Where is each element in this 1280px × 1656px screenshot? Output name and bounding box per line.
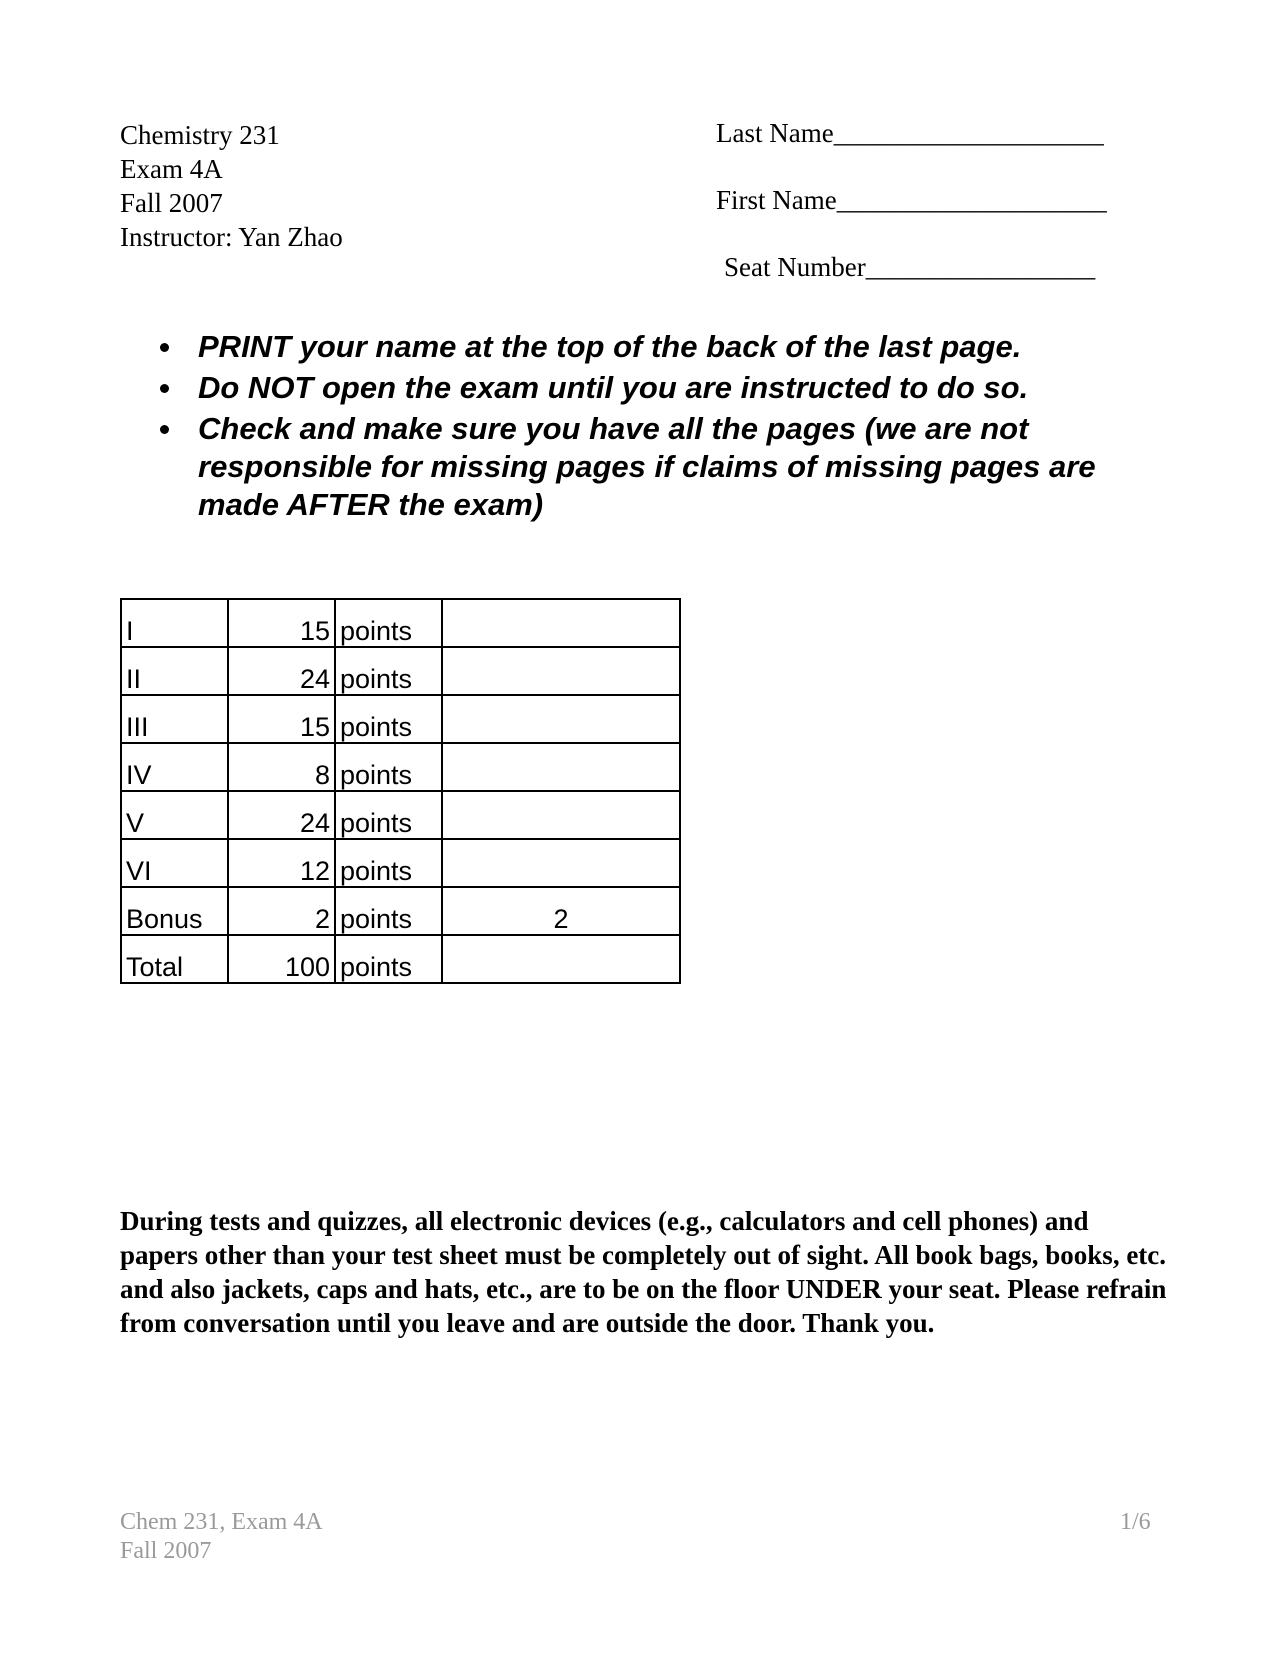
points-cell: 24: [228, 791, 335, 839]
exam-title: Exam 4A: [120, 154, 223, 184]
unit-cell: points: [335, 791, 442, 839]
table-row: [121, 791, 680, 839]
section-cell: III: [121, 695, 228, 743]
score-cell: [442, 695, 680, 743]
section-cell: V: [121, 791, 228, 839]
instruction-item: Do NOT open the exam until you are instructed to do so.: [152, 369, 1152, 407]
points-cell: 12: [228, 839, 335, 887]
points-cell: 100: [228, 935, 335, 983]
course-info: [120, 118, 343, 254]
section-cell: II: [121, 647, 228, 695]
points-cell: 24: [228, 647, 335, 695]
table-row: [121, 599, 680, 647]
unit-cell: points: [335, 935, 442, 983]
score-cell: [442, 599, 680, 647]
table-row: [121, 695, 680, 743]
table-row: [121, 887, 680, 935]
table-row: [121, 839, 680, 887]
points-cell: 15: [228, 695, 335, 743]
section-cell: IV: [121, 743, 228, 791]
score-cell: [442, 647, 680, 695]
points-cell: 2: [228, 887, 335, 935]
table-row: [121, 647, 680, 695]
points-cell: 8: [228, 743, 335, 791]
section-cell: Bonus: [121, 887, 228, 935]
score-cell: [442, 935, 680, 983]
points-cell: 15: [228, 599, 335, 647]
last-name-field: Last Name____________________: [716, 118, 1104, 148]
course-title: Chemistry 231: [120, 120, 280, 150]
section-cell: I: [121, 599, 228, 647]
footer-course-info: [120, 1508, 323, 1566]
unit-cell: points: [335, 647, 442, 695]
score-table: [120, 598, 681, 984]
score-cell: 2: [442, 887, 680, 935]
score-cell: [442, 743, 680, 791]
seat-number-field: Seat Number_________________: [724, 252, 1096, 282]
unit-cell: points: [335, 695, 442, 743]
score-cell: [442, 839, 680, 887]
unit-cell: points: [335, 887, 442, 935]
page-number: 1/6: [1120, 1509, 1151, 1535]
table-row: [121, 935, 680, 983]
table-row: [121, 743, 680, 791]
score-cell: [442, 791, 680, 839]
unit-cell: points: [335, 743, 442, 791]
section-cell: Total: [121, 935, 228, 983]
unit-cell: points: [335, 839, 442, 887]
bullet-icon: [160, 384, 169, 393]
instructor: Instructor: Yan Zhao: [120, 222, 343, 252]
bullet-icon: [160, 343, 169, 352]
first-name-field: First Name____________________: [716, 185, 1107, 215]
instructions-list: [152, 328, 1152, 527]
footer-course-exam: Chem 231, Exam 4A: [120, 1509, 323, 1535]
instruction-item: Check and make sure you have all the pages (we are not responsible for missing pages if claims of missing pages are made AFTER the exam): [152, 410, 1152, 524]
footer-term: Fall 2007: [120, 1538, 212, 1564]
term: Fall 2007: [120, 188, 223, 218]
exam-rules-notice: During tests and quizzes, all electronic devices (e.g., calculators and cell phones) and papers other than your test sheet must be completely out of sight. All book bags, books, etc. and also jackets, caps and hats, etc., are to be on the floor UNDER your seat. Please refrain from conversation until you leave and are outside the door. Thank you.: [120, 1206, 1167, 1338]
section-cell: VI: [121, 839, 228, 887]
unit-cell: points: [335, 599, 442, 647]
instruction-item: PRINT your name at the top of the back of the last page.: [152, 328, 1152, 366]
bullet-icon: [160, 425, 169, 434]
